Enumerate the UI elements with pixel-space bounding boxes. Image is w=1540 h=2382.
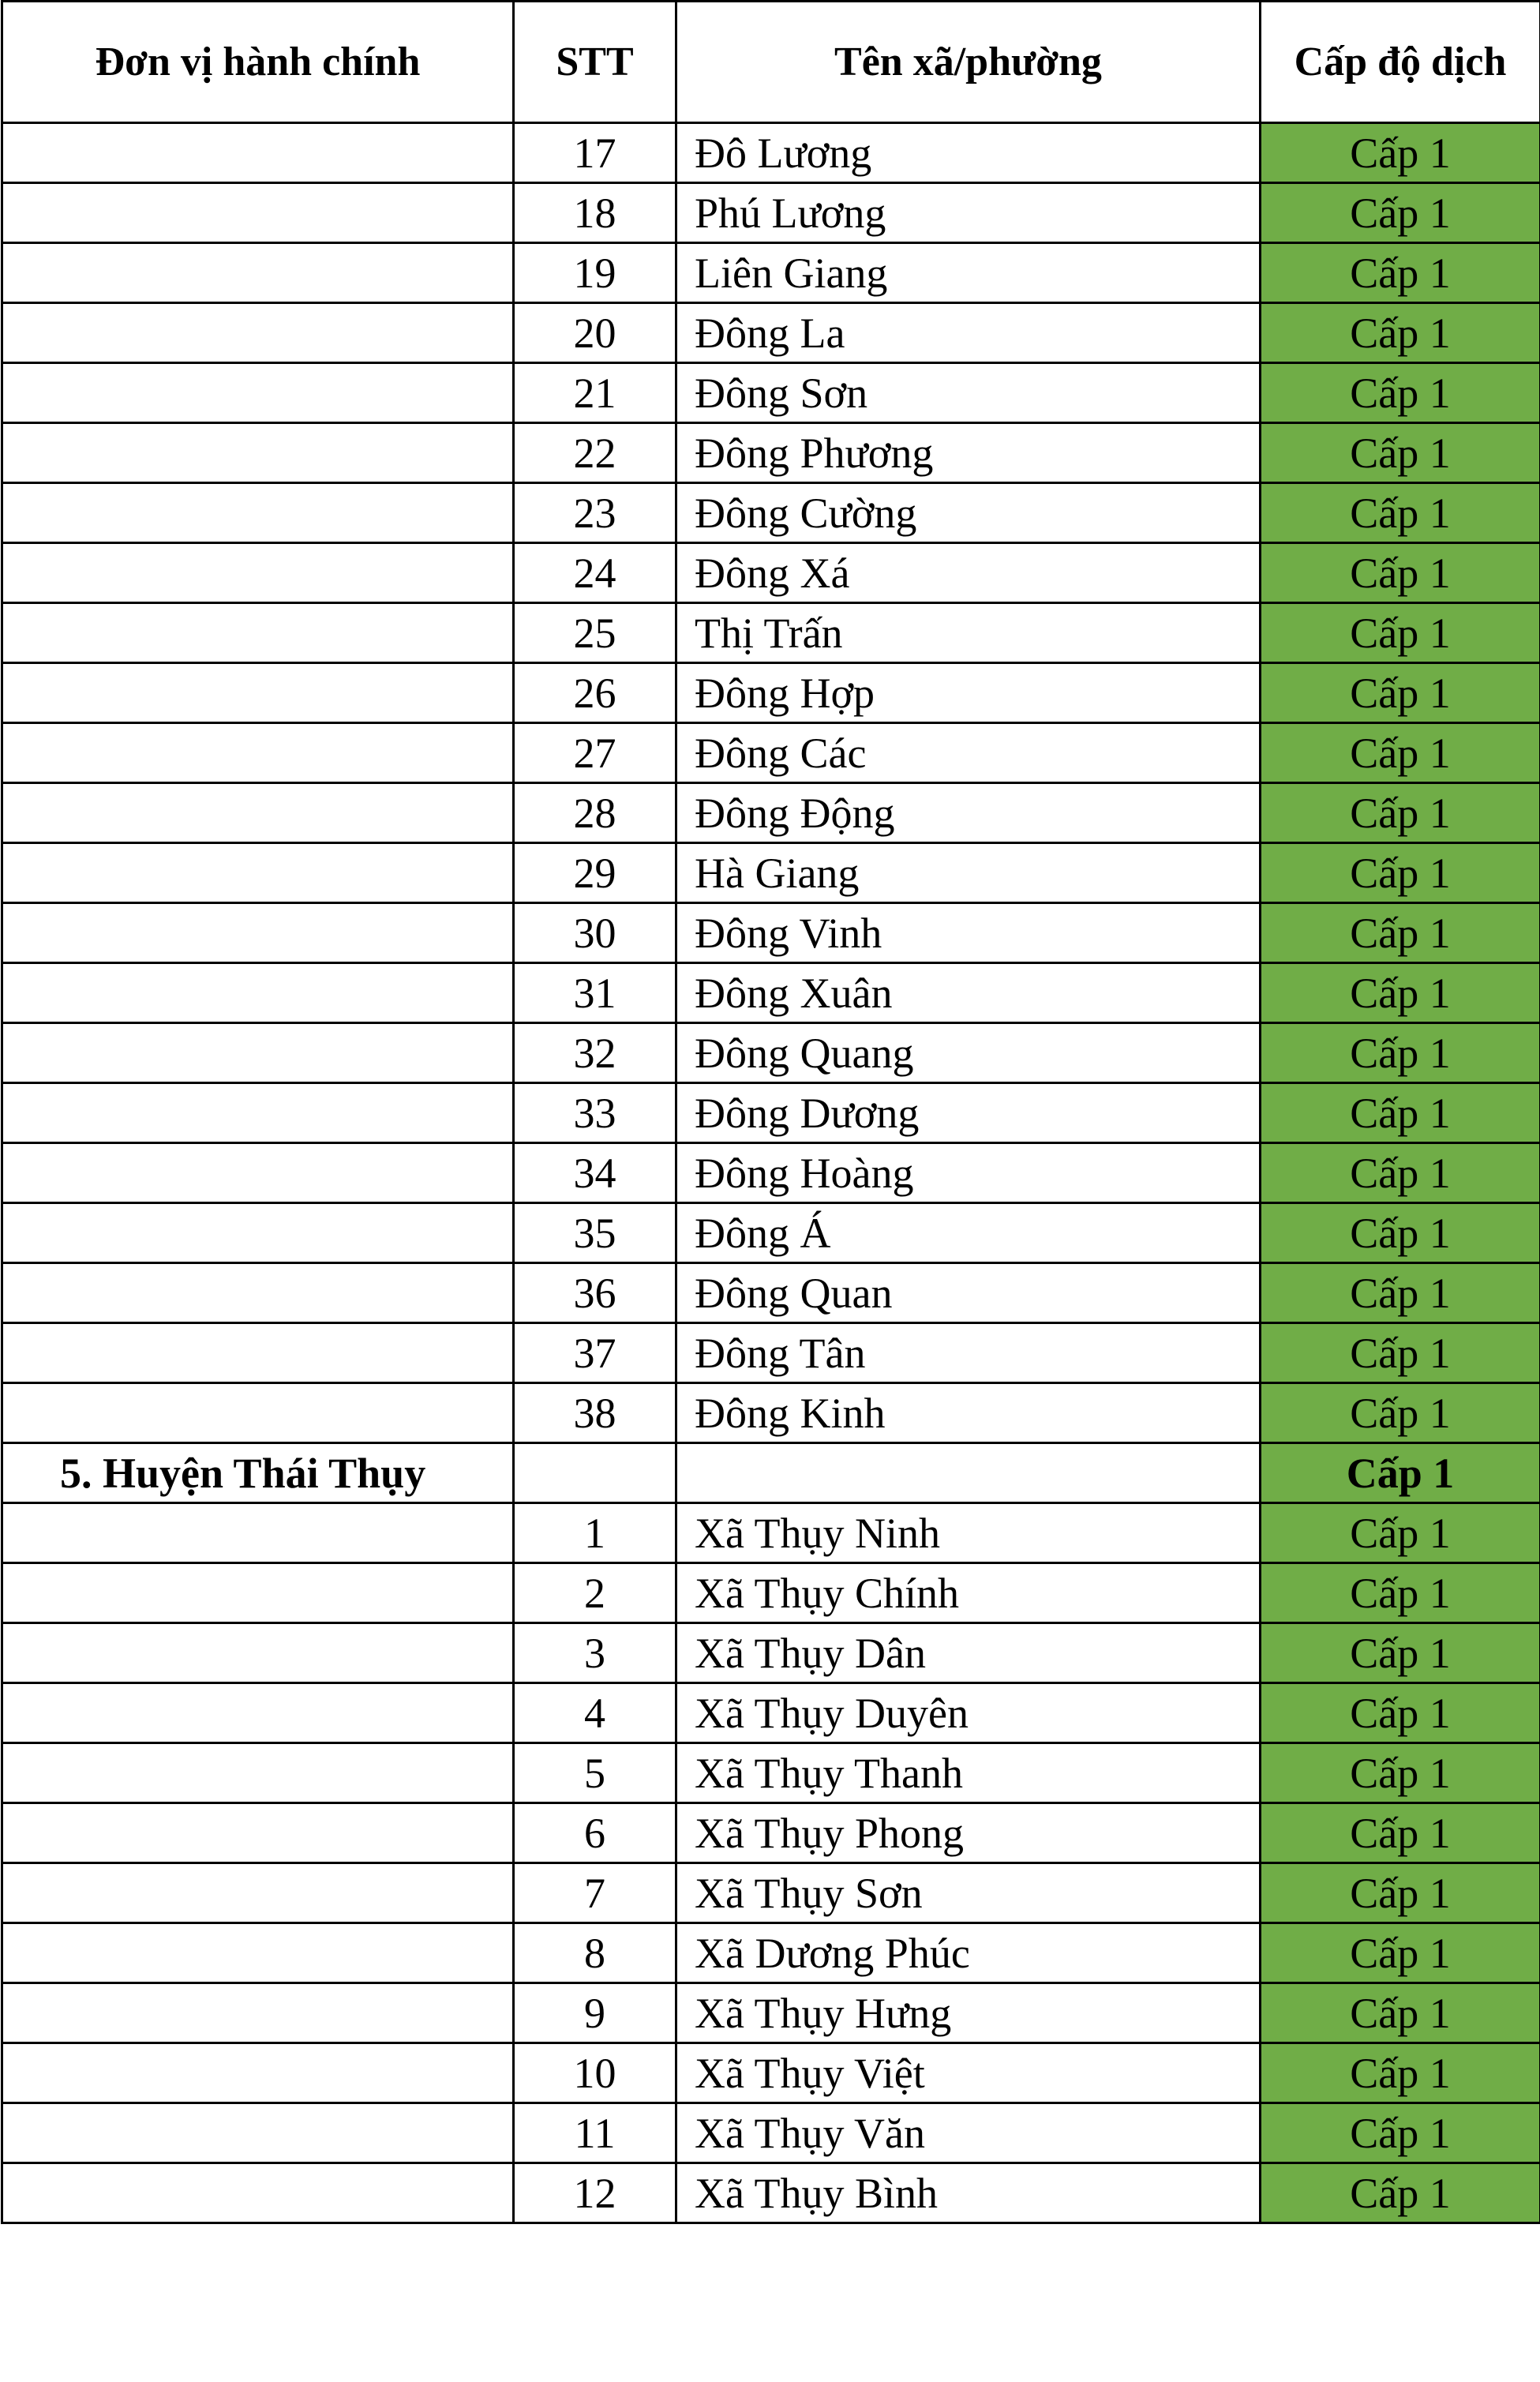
table-row bbox=[2, 2103, 1540, 2163]
table-row bbox=[2, 1683, 1540, 1743]
stt-cell: 31 bbox=[514, 963, 676, 1023]
commune-name-cell: Đông Dương bbox=[676, 1083, 1261, 1143]
stt-cell: 24 bbox=[514, 543, 676, 603]
table-header-row bbox=[2, 2, 1540, 123]
commune-name-cell: Đông Phương bbox=[676, 423, 1261, 483]
unit-cell bbox=[2, 1743, 514, 1803]
unit-cell bbox=[2, 243, 514, 303]
unit-cell bbox=[2, 603, 514, 663]
table-row bbox=[2, 903, 1540, 963]
commune-name-cell: Đông Quang bbox=[676, 1023, 1261, 1083]
commune-name-cell: Xã Thụy Việt bbox=[676, 2043, 1261, 2103]
table-row bbox=[2, 543, 1540, 603]
level-cell: Cấp 1 bbox=[1261, 423, 1540, 483]
commune-name-cell: Đông Động bbox=[676, 783, 1261, 843]
level-cell: Cấp 1 bbox=[1261, 543, 1540, 603]
stt-cell: 38 bbox=[514, 1383, 676, 1443]
unit-cell bbox=[2, 423, 514, 483]
level-cell: Cấp 1 bbox=[1261, 1263, 1540, 1323]
stt-cell: 5 bbox=[514, 1743, 676, 1803]
commune-name-cell: Đông Kinh bbox=[676, 1383, 1261, 1443]
commune-name-cell: Xã Thụy Hưng bbox=[676, 1983, 1261, 2043]
stt-cell: 26 bbox=[514, 663, 676, 723]
level-cell: Cấp 1 bbox=[1261, 1503, 1540, 1563]
commune-name-cell: Đông Hoàng bbox=[676, 1143, 1261, 1203]
unit-cell bbox=[2, 303, 514, 363]
stt-cell: 23 bbox=[514, 483, 676, 543]
table-row bbox=[2, 1263, 1540, 1323]
level-cell: Cấp 1 bbox=[1261, 1083, 1540, 1143]
level-cell: Cấp 1 bbox=[1261, 1983, 1540, 2043]
unit-cell bbox=[2, 1563, 514, 1623]
header-name: Tên xã/phường bbox=[676, 2, 1261, 123]
stt-cell: 29 bbox=[514, 843, 676, 903]
unit-cell bbox=[2, 1203, 514, 1263]
stt-cell: 6 bbox=[514, 1803, 676, 1863]
level-cell: Cấp 1 bbox=[1261, 1683, 1540, 1743]
unit-cell bbox=[2, 2103, 514, 2163]
table-row bbox=[2, 303, 1540, 363]
table-row bbox=[2, 1083, 1540, 1143]
table-row bbox=[2, 183, 1540, 243]
table-row bbox=[2, 1803, 1540, 1863]
unit-cell bbox=[2, 1023, 514, 1083]
table-row bbox=[2, 1383, 1540, 1443]
table-row bbox=[2, 1623, 1540, 1683]
group-row bbox=[2, 1443, 1540, 1503]
commune-name-cell: Đông Sơn bbox=[676, 363, 1261, 423]
stt-cell: 21 bbox=[514, 363, 676, 423]
table-row bbox=[2, 1143, 1540, 1203]
level-cell: Cấp 1 bbox=[1261, 1623, 1540, 1683]
level-cell: Cấp 1 bbox=[1261, 1203, 1540, 1263]
stt-cell: 17 bbox=[514, 123, 676, 183]
unit-cell bbox=[2, 1623, 514, 1683]
level-cell: Cấp 1 bbox=[1261, 1323, 1540, 1383]
table-row bbox=[2, 243, 1540, 303]
stt-cell: 28 bbox=[514, 783, 676, 843]
unit-cell bbox=[2, 183, 514, 243]
level-cell: Cấp 1 bbox=[1261, 483, 1540, 543]
table-row bbox=[2, 723, 1540, 783]
commune-name-cell: Đông Cường bbox=[676, 483, 1261, 543]
table-row bbox=[2, 123, 1540, 183]
unit-cell bbox=[2, 1683, 514, 1743]
level-cell: Cấp 1 bbox=[1261, 663, 1540, 723]
unit-cell bbox=[2, 483, 514, 543]
level-cell: Cấp 1 bbox=[1261, 123, 1540, 183]
table-row bbox=[2, 1323, 1540, 1383]
unit-cell bbox=[2, 1383, 514, 1443]
table-row bbox=[2, 2043, 1540, 2103]
table-row bbox=[2, 663, 1540, 723]
unit-cell bbox=[2, 1503, 514, 1563]
commune-name-cell: Xã Thụy Chính bbox=[676, 1563, 1261, 1623]
level-cell: Cấp 1 bbox=[1261, 1743, 1540, 1803]
level-cell: Cấp 1 bbox=[1261, 843, 1540, 903]
unit-cell bbox=[2, 123, 514, 183]
unit-cell bbox=[2, 363, 514, 423]
commune-name-cell: Thị Trấn bbox=[676, 603, 1261, 663]
commune-name-cell: Xã Thụy Văn bbox=[676, 2103, 1261, 2163]
level-cell: Cấp 1 bbox=[1261, 1023, 1540, 1083]
table-row bbox=[2, 1503, 1540, 1563]
commune-name-cell: Đông Xuân bbox=[676, 963, 1261, 1023]
table-row bbox=[2, 423, 1540, 483]
commune-name-cell: Xã Thụy Ninh bbox=[676, 1503, 1261, 1563]
stt-cell: 25 bbox=[514, 603, 676, 663]
stt-cell: 12 bbox=[514, 2163, 676, 2223]
unit-cell bbox=[2, 543, 514, 603]
level-cell: Cấp 1 bbox=[1261, 1563, 1540, 1623]
stt-cell: 18 bbox=[514, 183, 676, 243]
unit-cell bbox=[2, 1983, 514, 2043]
commune-name-cell: Xã Thụy Thanh bbox=[676, 1743, 1261, 1803]
unit-cell bbox=[2, 1803, 514, 1863]
stt-cell bbox=[514, 1443, 676, 1503]
header-stt: STT bbox=[514, 2, 676, 123]
stt-cell: 8 bbox=[514, 1923, 676, 1983]
unit-cell bbox=[2, 1323, 514, 1383]
stt-cell: 30 bbox=[514, 903, 676, 963]
commune-name-cell: Đông La bbox=[676, 303, 1261, 363]
unit-cell bbox=[2, 1083, 514, 1143]
stt-cell: 20 bbox=[514, 303, 676, 363]
table-row bbox=[2, 1023, 1540, 1083]
unit-cell bbox=[2, 843, 514, 903]
table-row bbox=[2, 1863, 1540, 1923]
table-row bbox=[2, 1983, 1540, 2043]
stt-cell: 19 bbox=[514, 243, 676, 303]
commune-name-cell bbox=[676, 1443, 1261, 1503]
stt-cell: 10 bbox=[514, 2043, 676, 2103]
commune-name-cell: Đông Các bbox=[676, 723, 1261, 783]
table-row bbox=[2, 963, 1540, 1023]
level-cell: Cấp 1 bbox=[1261, 603, 1540, 663]
commune-name-cell: Đô Lương bbox=[676, 123, 1261, 183]
stt-cell: 22 bbox=[514, 423, 676, 483]
commune-name-cell: Đông Hợp bbox=[676, 663, 1261, 723]
stt-cell: 36 bbox=[514, 1263, 676, 1323]
level-cell: Cấp 1 bbox=[1261, 963, 1540, 1023]
table-body bbox=[2, 123, 1540, 2223]
level-cell: Cấp 1 bbox=[1261, 2103, 1540, 2163]
unit-cell bbox=[2, 783, 514, 843]
stt-cell: 11 bbox=[514, 2103, 676, 2163]
level-cell: Cấp 1 bbox=[1261, 903, 1540, 963]
unit-cell bbox=[2, 663, 514, 723]
stt-cell: 9 bbox=[514, 1983, 676, 2043]
stt-cell: 35 bbox=[514, 1203, 676, 1263]
table-row bbox=[2, 1923, 1540, 1983]
commune-name-cell: Phú Lương bbox=[676, 183, 1261, 243]
table-row bbox=[2, 2163, 1540, 2223]
level-cell: Cấp 1 bbox=[1261, 1923, 1540, 1983]
commune-name-cell: Hà Giang bbox=[676, 843, 1261, 903]
level-cell: Cấp 1 bbox=[1261, 2163, 1540, 2223]
table-row bbox=[2, 1203, 1540, 1263]
table-row bbox=[2, 1743, 1540, 1803]
stt-cell: 33 bbox=[514, 1083, 676, 1143]
stt-cell: 34 bbox=[514, 1143, 676, 1203]
unit-cell bbox=[2, 1863, 514, 1923]
level-cell: Cấp 1 bbox=[1261, 183, 1540, 243]
commune-name-cell: Đông Á bbox=[676, 1203, 1261, 1263]
commune-name-cell: Liên Giang bbox=[676, 243, 1261, 303]
commune-name-cell: Đông Vinh bbox=[676, 903, 1261, 963]
stt-cell: 3 bbox=[514, 1623, 676, 1683]
commune-name-cell: Xã Thụy Dân bbox=[676, 1623, 1261, 1683]
unit-cell: 5. Huyện Thái Thụy bbox=[2, 1443, 514, 1503]
level-cell: Cấp 1 bbox=[1261, 243, 1540, 303]
level-cell: Cấp 1 bbox=[1261, 363, 1540, 423]
commune-name-cell: Xã Thụy Duyên bbox=[676, 1683, 1261, 1743]
stt-cell: 37 bbox=[514, 1323, 676, 1383]
table-row bbox=[2, 1563, 1540, 1623]
unit-cell bbox=[2, 1263, 514, 1323]
unit-cell bbox=[2, 2163, 514, 2223]
table-row bbox=[2, 363, 1540, 423]
stt-cell: 32 bbox=[514, 1023, 676, 1083]
level-cell: Cấp 1 bbox=[1261, 1383, 1540, 1443]
stt-cell: 27 bbox=[514, 723, 676, 783]
commune-name-cell: Xã Thụy Sơn bbox=[676, 1863, 1261, 1923]
stt-cell: 2 bbox=[514, 1563, 676, 1623]
stt-cell: 1 bbox=[514, 1503, 676, 1563]
table-row bbox=[2, 603, 1540, 663]
unit-cell bbox=[2, 903, 514, 963]
unit-cell bbox=[2, 1143, 514, 1203]
stt-cell: 7 bbox=[514, 1863, 676, 1923]
level-cell: Cấp 1 bbox=[1261, 1803, 1540, 1863]
level-cell: Cấp 1 bbox=[1261, 303, 1540, 363]
covid-level-table bbox=[1, 0, 1540, 2224]
commune-name-cell: Xã Dương Phúc bbox=[676, 1923, 1261, 1983]
stt-cell: 4 bbox=[514, 1683, 676, 1743]
table-row bbox=[2, 783, 1540, 843]
level-cell: Cấp 1 bbox=[1261, 1863, 1540, 1923]
level-cell: Cấp 1 bbox=[1261, 1443, 1540, 1503]
unit-cell bbox=[2, 2043, 514, 2103]
level-cell: Cấp 1 bbox=[1261, 783, 1540, 843]
commune-name-cell: Đông Tân bbox=[676, 1323, 1261, 1383]
level-cell: Cấp 1 bbox=[1261, 2043, 1540, 2103]
table-row bbox=[2, 843, 1540, 903]
unit-cell bbox=[2, 1923, 514, 1983]
level-cell: Cấp 1 bbox=[1261, 723, 1540, 783]
unit-cell bbox=[2, 963, 514, 1023]
commune-name-cell: Xã Thụy Phong bbox=[676, 1803, 1261, 1863]
commune-name-cell: Xã Thụy Bình bbox=[676, 2163, 1261, 2223]
unit-cell bbox=[2, 723, 514, 783]
header-level: Cấp độ dịch bbox=[1261, 2, 1540, 123]
commune-name-cell: Đông Xá bbox=[676, 543, 1261, 603]
commune-name-cell: Đông Quan bbox=[676, 1263, 1261, 1323]
header-unit: Đơn vị hành chính bbox=[2, 2, 514, 123]
table-row bbox=[2, 483, 1540, 543]
level-cell: Cấp 1 bbox=[1261, 1143, 1540, 1203]
